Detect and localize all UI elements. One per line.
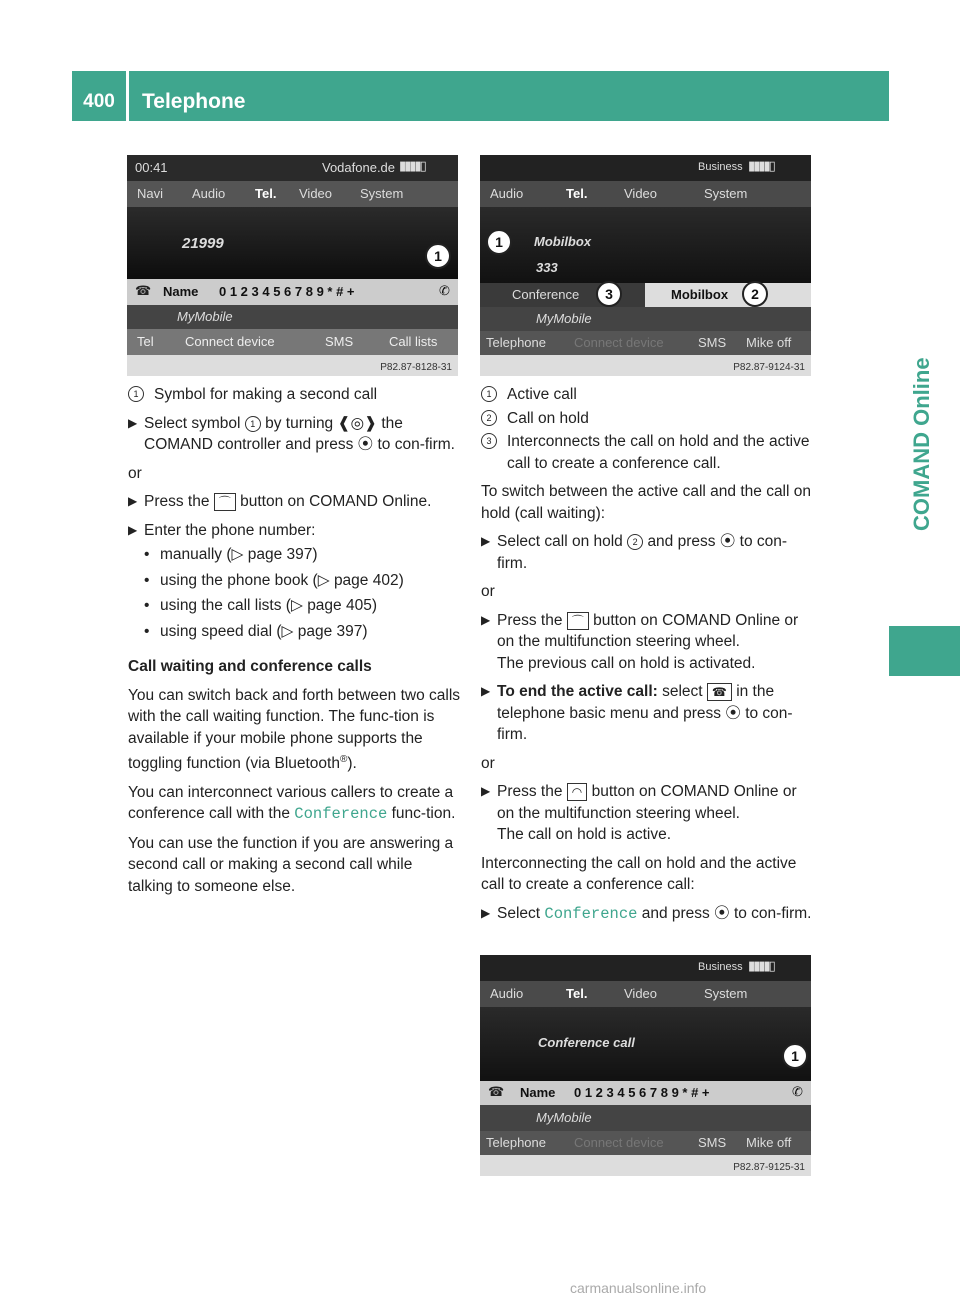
bottom-calllists[interactable]: Call lists [389, 334, 438, 349]
mymobile-label: MyMobile [536, 311, 592, 326]
bottom-menu [480, 1131, 811, 1155]
text: using the call lists ( [160, 597, 291, 614]
signal-icon: ▮▮▮▮▯ [399, 158, 425, 173]
mymobile-label: MyMobile [177, 309, 233, 324]
call-key-icon: ⌒ [567, 612, 589, 630]
callout-1: 1 [425, 243, 451, 269]
clock: 00:41 [135, 160, 168, 175]
menu-tel[interactable]: Tel. [566, 986, 588, 1001]
provider: Business [698, 961, 743, 973]
signal-icon: ▮▮▮▮▯ [748, 958, 774, 973]
header-separator [126, 71, 129, 121]
paragraph: To switch between the active call and the call on hold (call waiting): [481, 483, 811, 522]
conference-button[interactable]: Conference [512, 287, 580, 302]
arrow-icon: ▶ [128, 494, 138, 508]
call-area [480, 207, 811, 283]
text: Select call on hold [497, 533, 623, 550]
text: by turning [265, 414, 334, 432]
page-title: Telephone [142, 90, 246, 113]
num-2: 2 [481, 410, 497, 426]
hangup-icon[interactable]: ☎ [135, 283, 152, 298]
num-1: 1 [128, 386, 144, 402]
status-bar [480, 155, 811, 181]
bullet-icon: • [144, 571, 150, 589]
mobile-row [127, 305, 458, 329]
bullet-icon: • [144, 597, 150, 614]
controller-press-icon: ⦿ [719, 533, 736, 550]
legend-text: Symbol for making a second call [154, 386, 378, 403]
callout-2: 2 [742, 281, 768, 307]
name-key[interactable]: Name [520, 1085, 556, 1100]
instruction-step [128, 413, 460, 456]
text: select [662, 683, 703, 700]
image-code: P82.87-8128-31 [380, 362, 452, 373]
paragraph: Interconnecting the call on hold and the active call to create a conference call: [481, 854, 797, 893]
legend-text: Active call [507, 386, 577, 403]
instruction-step [128, 491, 460, 513]
menu-video[interactable]: Video [624, 986, 658, 1001]
paragraph: You can use the function if you are answering a second call or making a second call while talking to someone else. [128, 834, 454, 895]
menu-term: Conference [544, 904, 638, 923]
text: manually ( [160, 546, 232, 563]
digit-keys[interactable]: 0 1 2 3 4 5 6 7 8 9 * # + [574, 1085, 710, 1100]
dial-row [480, 1081, 811, 1105]
instruction-step [481, 781, 813, 846]
instruction-step [128, 520, 460, 542]
active-call-name: Mobilbox [534, 234, 592, 249]
second-call-icon[interactable]: ✆ [792, 1084, 803, 1099]
bottom-tel[interactable]: Tel [137, 334, 154, 349]
text: button on COMAND Online. [240, 493, 432, 510]
text: Press the [497, 783, 563, 800]
page-ref-icon: ▷ [231, 546, 244, 563]
instruction-step [481, 681, 813, 746]
mymobile-label: MyMobile [536, 1110, 592, 1125]
menu-audio[interactable]: Audio [490, 986, 524, 1001]
left-column [128, 384, 460, 904]
mobile-row [480, 1105, 811, 1131]
menu-audio[interactable]: Audio [490, 186, 524, 201]
signal-icon: ▮▮▮▮▯ [748, 158, 774, 173]
num-3: 3 [481, 433, 497, 449]
num-2: 2 [627, 534, 643, 550]
text: Press the [497, 611, 563, 629]
text: the COMAND controller and press [144, 414, 403, 453]
callout-1: 1 [486, 229, 512, 255]
text: and press [641, 904, 710, 922]
mobilbox-hold-button[interactable] [645, 283, 811, 307]
registered-mark: ® [339, 754, 348, 765]
bottom-telephone[interactable]: Telephone [486, 1135, 546, 1150]
status-bar [127, 155, 458, 181]
or-text: or [128, 464, 142, 482]
page-link[interactable]: page 397) [247, 546, 318, 563]
hangup-icon: ☎ [707, 683, 732, 701]
text: in the telephone basic menu and press [497, 683, 775, 722]
legend-text: Call on hold [507, 409, 589, 427]
menu-audio[interactable]: Audio [192, 186, 226, 201]
menu-system[interactable]: System [704, 186, 748, 201]
legend-item [481, 408, 813, 430]
text: to con-firm. [377, 436, 455, 453]
bottom-connect[interactable]: Connect device [574, 1135, 664, 1150]
controller-turn-icon: ❰◎❱ [337, 414, 377, 432]
legend-text: Interconnects the call on hold and the active call to create a conference call. [507, 433, 810, 472]
bottom-connect[interactable]: Connect device [574, 335, 664, 350]
controller-press-icon: ⦿ [714, 904, 730, 922]
name-key[interactable]: Name [163, 284, 199, 299]
text: Select [497, 904, 541, 922]
main-menu [480, 181, 811, 207]
page-link[interactable]: page 402) [333, 571, 404, 589]
callout-1: 1 [782, 1043, 808, 1069]
end-call-key-icon: ◠ [567, 783, 587, 801]
list-item [128, 544, 460, 566]
text: to con-firm. [733, 904, 812, 922]
or-text: or [481, 583, 495, 600]
bottom-sms[interactable]: SMS [698, 1135, 727, 1150]
section-sidebar [889, 71, 960, 641]
page-number: 400 [83, 91, 115, 112]
menu-video[interactable]: Video [299, 186, 333, 201]
watermark: carmanualsonline.info [570, 1280, 707, 1296]
bottom-connect[interactable]: Connect device [185, 334, 275, 349]
main-menu [480, 981, 811, 1007]
held-call-label: Mobilbox [671, 287, 729, 302]
text: ). [347, 755, 357, 773]
controller-press-icon: ⦿ [357, 436, 374, 453]
bullet-icon: • [144, 546, 150, 563]
arrow-icon: ▶ [128, 522, 138, 537]
text: func-tion. [391, 805, 456, 823]
section-heading: Call waiting and conference calls [128, 658, 372, 675]
image-code: P82.87-9124-31 [733, 362, 805, 373]
text: You can switch back and forth between two calls with the call waiting function. The func-tion is available if your mobile phone supports the toggling function (via Bluetooth [128, 686, 461, 773]
text: and press [647, 533, 716, 550]
second-call-icon[interactable]: ✆ [439, 283, 450, 298]
text: using the phone book ( [160, 571, 318, 589]
page-link[interactable]: page 405) [307, 597, 377, 614]
arrow-icon: ▶ [481, 905, 491, 920]
menu-term: Conference [294, 805, 388, 824]
text: using speed dial ( [160, 622, 282, 640]
text: button on COMAND Online or on the multifunction steering wheel. [497, 783, 797, 822]
bottom-telephone[interactable]: Telephone [486, 335, 546, 350]
bottom-menu [127, 329, 458, 355]
instruction-step [481, 531, 813, 574]
call-key-icon: ⌒ [214, 493, 236, 511]
page-ref-icon: ▷ [290, 597, 303, 614]
instruction-step [481, 903, 813, 926]
section-label: COMAND Online [909, 357, 934, 531]
section-marker [889, 626, 960, 676]
menu-navi[interactable]: Navi [137, 186, 164, 201]
menu-video[interactable]: Video [624, 186, 658, 201]
page-header [72, 71, 889, 121]
menu-tel[interactable]: Tel. [255, 186, 277, 201]
text: The previous call on hold is activated. [497, 654, 756, 672]
arrow-icon: ▶ [481, 534, 491, 548]
status-bar [480, 955, 811, 981]
provider: Business [698, 161, 743, 173]
provider: Vodafone.de [322, 160, 396, 175]
menu-tel[interactable]: Tel. [566, 186, 588, 201]
bold-label: To end the active call: [497, 683, 658, 700]
arrow-icon: ▶ [481, 784, 491, 798]
bottom-sms[interactable]: SMS [698, 335, 727, 350]
menu-system[interactable]: System [704, 986, 748, 1001]
mobile-row [480, 307, 811, 331]
dial-row [127, 279, 458, 305]
legend-item [128, 384, 460, 406]
text: The call on hold is active. [497, 826, 672, 843]
legend-item [481, 384, 813, 406]
digit-keys[interactable]: 0 1 2 3 4 5 6 7 8 9 * # + [219, 284, 355, 299]
page-link[interactable]: page 397) [297, 622, 368, 640]
right-column [481, 384, 813, 932]
paragraph [128, 782, 460, 826]
list-item [128, 570, 460, 592]
list-item [128, 595, 460, 617]
arrow-icon: ▶ [481, 684, 491, 698]
screenshot-1 [127, 155, 458, 376]
list-item [128, 621, 460, 643]
instruction-step [481, 610, 813, 675]
menu-system[interactable]: System [360, 186, 404, 201]
call-buttons-row [480, 283, 811, 307]
text: Press the [144, 493, 210, 510]
bottom-sms[interactable]: SMS [325, 334, 354, 349]
num-1: 1 [481, 386, 497, 402]
screenshot-3 [480, 955, 811, 1176]
text: button on COMAND Online or on the multifunction steering wheel. [497, 611, 799, 650]
bottom-mikeoff[interactable]: Mike off [746, 335, 792, 350]
arrow-icon: ▶ [128, 415, 138, 430]
text: You can interconnect various callers to create a conference call with the [128, 783, 454, 823]
conference-call-label: Conference call [538, 1035, 635, 1050]
hangup-icon[interactable]: ☎ [488, 1084, 505, 1099]
screenshot-2 [480, 155, 811, 376]
call-area [480, 1007, 811, 1081]
controller-press-icon: ⦿ [725, 704, 741, 722]
arrow-icon: ▶ [481, 612, 491, 627]
text: Enter the phone number: [144, 521, 316, 539]
text: to con-firm. [497, 533, 788, 572]
legend-item [481, 431, 813, 474]
num-1: 1 [245, 416, 261, 432]
page-ref-icon: ▷ [281, 622, 294, 640]
text: Select symbol [144, 414, 241, 432]
dial-pad-area [127, 207, 458, 279]
text: to con-firm. [497, 704, 793, 743]
bullet-icon: • [144, 622, 150, 640]
bottom-menu [480, 331, 811, 355]
dialed-number: 21999 [182, 235, 224, 252]
paragraph [128, 685, 460, 775]
callout-3: 3 [596, 281, 622, 307]
active-call-number: 333 [536, 260, 558, 275]
bottom-mikeoff[interactable]: Mike off [746, 1135, 792, 1150]
image-code: P82.87-9125-31 [733, 1162, 805, 1173]
main-menu [127, 181, 458, 207]
or-text: or [481, 754, 495, 772]
page-ref-icon: ▷ [317, 571, 330, 589]
